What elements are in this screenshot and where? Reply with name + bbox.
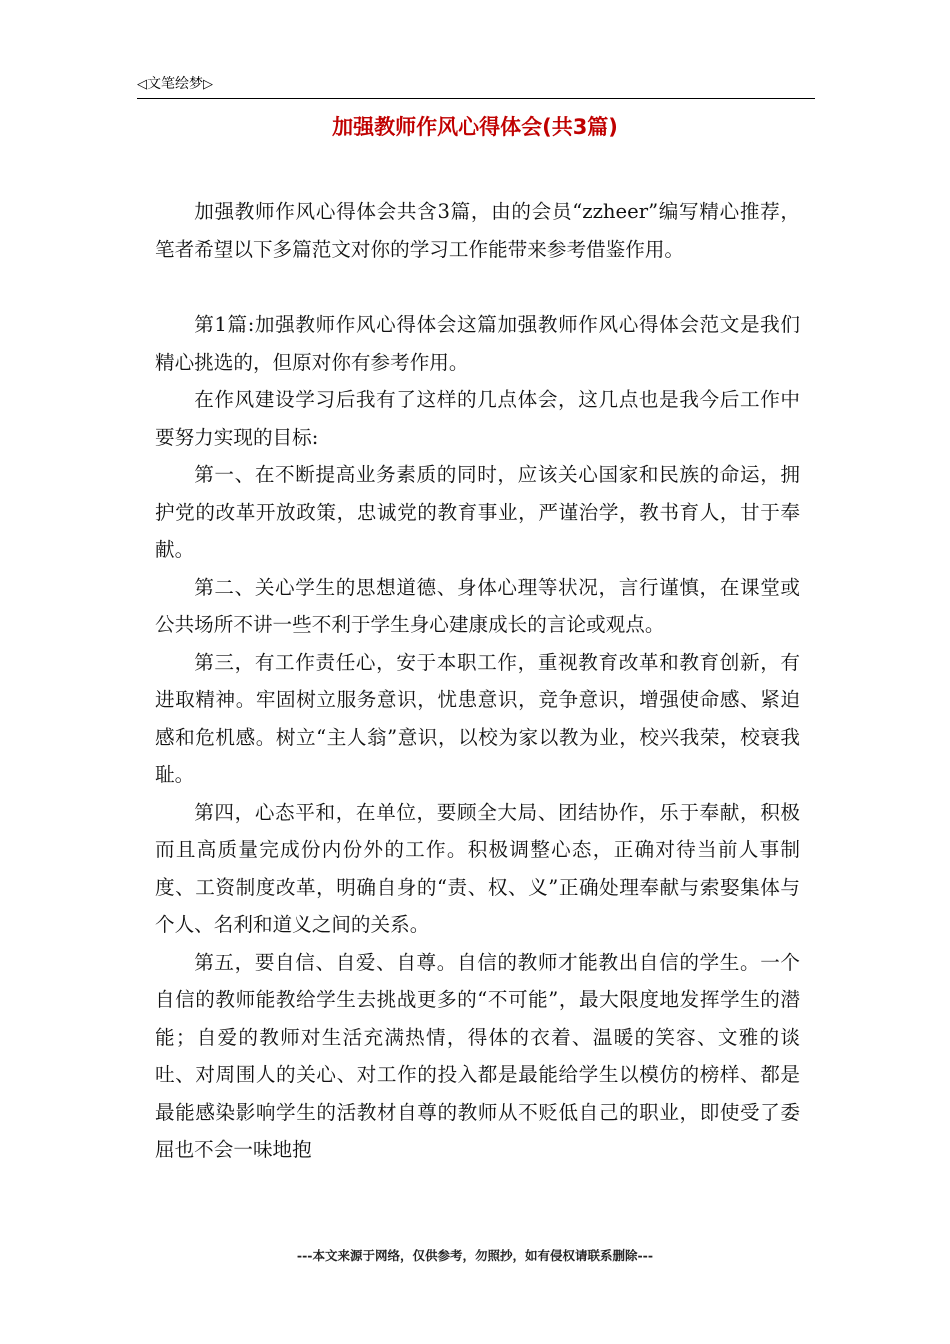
intro-paragraph: 加强教师作风心得体会共含3篇，由的会员“zzheer”编写精心推荐，笔者希望以下多篇范文对你的学习工作能带来参考借鉴作用。 xyxy=(155,200,800,261)
body-paragraph: 第四，心态平和，在单位，要顾全大局、团结协作，乐于奉献，积极而且高质量完成份内份外的工作。积极调整心态，正确对待当前人事制度、工资制度改革，明确自身的“责、权、义”正确处理奉献与索娶集体与个人、名利和道义之间的关系。 xyxy=(155,800,800,936)
body-paragraph: 第一、在不断提高业务素质的同时，应该关心国家和民族的命运，拥护党的改革开放政策，忠诚党的教育事业，严谨治学，教书育人，甘于奉献。 xyxy=(155,463,800,561)
document-body xyxy=(155,193,800,1169)
body-paragraph: 第五，要自信、自爱、自尊。自信的教师才能教出自信的学生。一个自信的教师能教给学生去挑战更多的“不可能”，最大限度地发挥学生的潜能；自爱的教师对生活充满热情，得体的衣着、温暖的笑容、文雅的谈吐、对周围人的关心、对工作的投入都是最能给学生以模仿的榜样、都是最能感染影响学生的活教材自尊的教师从不贬低自己的职业，即使受了委屈也不会一味地抱 xyxy=(155,950,800,1161)
left-triangle-icon: ◁ xyxy=(137,77,147,92)
header-brand: 文笔绘梦 xyxy=(147,76,203,92)
right-triangle-icon: ▷ xyxy=(203,77,213,92)
body-paragraph: 第二、关心学生的思想道德、身体心理等状况，言行谨慎，在课堂或公共场所不讲一些不利于学生身心建康成长的言论或观点。 xyxy=(155,575,800,636)
page-footer: ---本文来源于网络，仅供参考，勿照抄，如有侵权请联系删除--- xyxy=(296,1248,654,1263)
document-title: 加强教师作风心得体会(共3篇) xyxy=(332,115,618,139)
page-header xyxy=(137,70,815,99)
body-paragraph: 第三，有工作责任心，安于本职工作，重视教育改革和教育创新，有进取精神。牢固树立服务意识，忧患意识，竞争意识，增强使命感、紧迫感和危机感。树立“主人翁”意识，以校为家以教为业，校兴我荣，校衰我耻。 xyxy=(155,650,800,786)
body-paragraph: 第1篇:加强教师作风心得体会这篇加强教师作风心得体会范文是我们精心挑选的，但原对你有参考作用。 xyxy=(155,313,800,374)
body-paragraph: 在作风建设学习后我有了这样的几点体会，这几点也是我今后工作中要努力实现的目标: xyxy=(155,388,800,449)
